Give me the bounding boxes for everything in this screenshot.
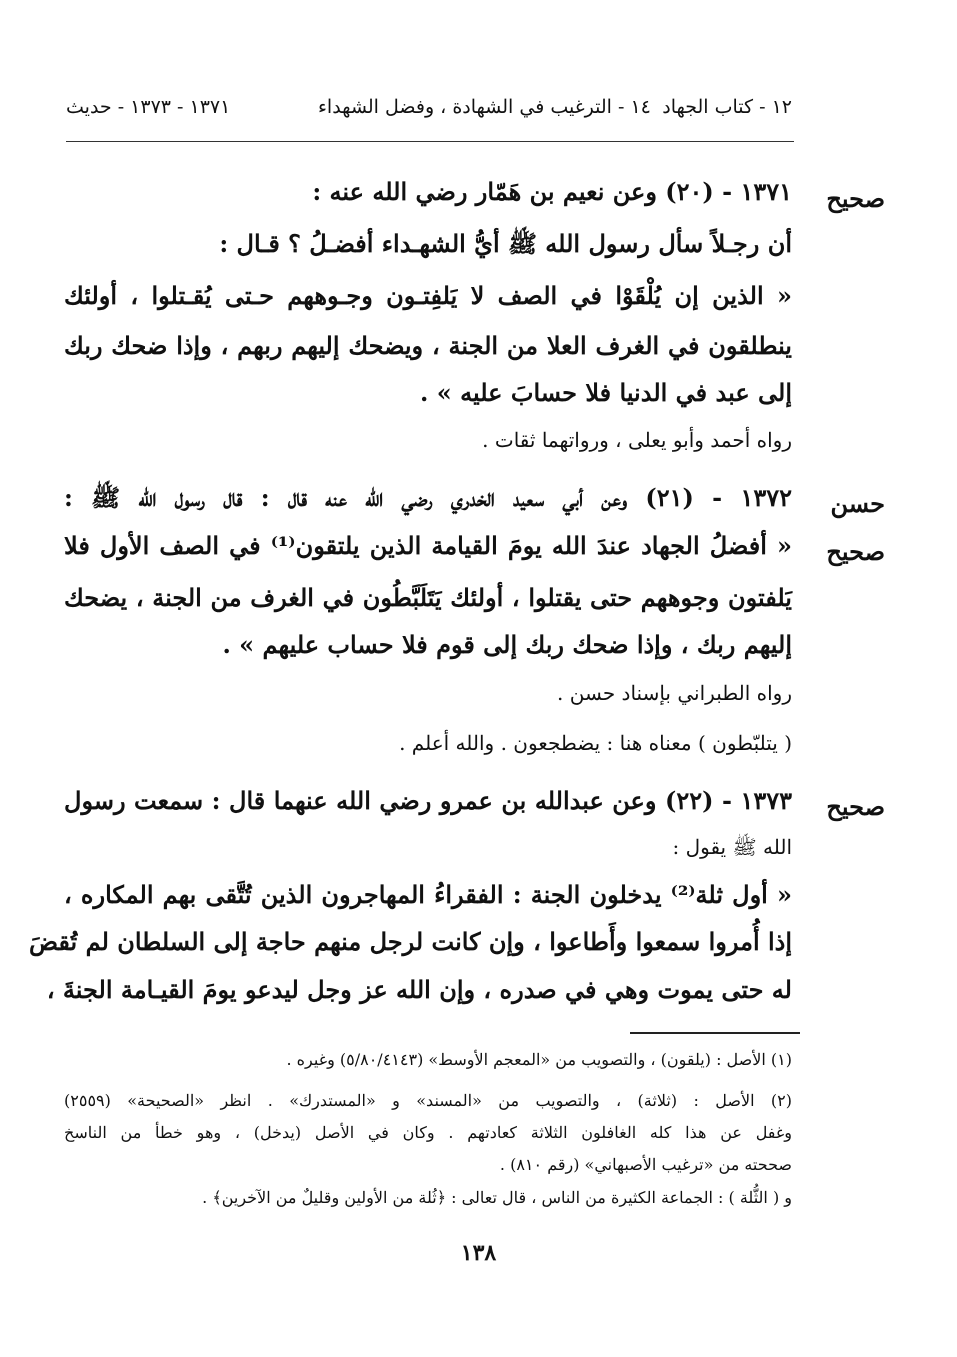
grade-1373: صحيح [826, 792, 885, 821]
hadith-1372-line2: « أفضلُ الجهاد عندَ الله يومَ القيامة الذين يلتقون⁽¹⁾ في الصف الأول فلا [64, 531, 792, 560]
hadith-1373-line3: « أول ثلة⁽²⁾ يدخلون الجنة : الفقراءُ المهاجرون الذين تُتَّقى بهم المكاره ، [64, 880, 793, 909]
footnote-1: (١) الأصل : (يلقون) ، والتصويب من «المعجم الأوسط» (٥/٨٠/٤١٤٣) وغيره . [286, 1050, 792, 1069]
header-hadith-range: ١٣٧١ - ١٣٧٣ - حديث [66, 96, 231, 118]
footnote-2-line1: (٢) الأصل : (ثلاثة) ، والتصويب من «المسند» و «المستدرك» . انظر «الصحيحة» (٢٥٥٩) [64, 1091, 792, 1110]
page-number: ١٣٨ [460, 1240, 497, 1266]
footnote-3: و ( الثُّلة ) : الجماعة الكثيرة من الناس ، قال تعالى : ﴿ثُلة من الأولين وقليلٌ من الآخرين﴾ . [202, 1188, 792, 1207]
hadith-1372-line3: يَلفتون وجوههم حتى يقتلوا ، أولئك يَتَلَبَّطُون في الغرف من الجنة ، يضحك [64, 583, 792, 612]
hadith-1373-line2: الله ﷺ يقول : [672, 835, 792, 859]
header-chapter: ١٤ - الترغيب في الشهادة ، وفضل الشهداء [318, 96, 651, 118]
hadith-1372-line1: ١٣٧٢ - (٢١) وعن أبي سعيد الخدري رضي الله عنه قال : قال رسول الله ﷺ : [64, 483, 792, 512]
grade-1372-sahih: صحيح [826, 537, 885, 566]
footnote-2-line3: صححته من «ترغيب الأصبهاني» (رقم ٨١٠) . [499, 1155, 792, 1174]
header-divider [66, 141, 794, 142]
grade-1371: صحيح [826, 184, 885, 213]
hadith-1371-line2: أن رجـلاً سأل رسول الله ﷺ أيُّ الشهـداء أفضـلُ ؟ قـال : [219, 229, 792, 258]
hadith-1371-line3: « الذين إن يُلْقَوْا في الصف لا يَلفِتـون وجـوههم حـتى يُقـتلوا ، أولئك [64, 281, 792, 310]
hadith-1371-source: رواه أحمد وأبو يعلى ، ورواتهما ثقات . [482, 428, 792, 452]
hadith-1372-line4: إليهم ربك ، وإذا ضحك ربك إلى قوم فلا حساب عليهم » . [222, 630, 792, 659]
hadith-1373-line5: له حتى يموت وهي في صدره ، وإن الله عز وجل ليدعو يومَ القيـامة الجنةَ ، [46, 975, 792, 1004]
hadith-1373-line4: إذا أُمروا سمعوا وأَطاعوا ، وإن كانت لرجل منهم حاجة إلى السلطان لم تُقضَ [29, 927, 792, 956]
footnote-2-line2: وغفل عن هذا كله الغافلون الثلاثة كعادتهم . وكان في الأصل (يدخل) ، وهو خطأ من الناسخ [64, 1123, 792, 1142]
hadith-1373-line1: ١٣٧٣ - (٢٢) وعن عبدالله بن عمرو رضي الله عنهما قال : سمعت رسول [64, 786, 792, 815]
header-book: ١٢ - كتاب الجهاد [662, 96, 792, 118]
hadith-1371-line1: ١٣٧١ - (٢٠) وعن نعيم بن هَمّار رضي الله عنه : [312, 177, 792, 206]
hadith-1371-line4: ينطلقون في الغرف العلا من الجنة ، ويضحك إليهم ربهم ، وإذا ضحك ربك [64, 331, 792, 360]
hadith-1372-note: ( يتلبّطون ) معناه هنا : يضطجعون . والله أعلم . [399, 731, 792, 755]
hadith-1371-line5: إلى عبد في الدنيا فلا حسابَ عليه » . [420, 378, 792, 407]
grade-1372-hasan: حسن [830, 489, 885, 518]
hadith-1372-source: رواه الطبراني بإسناد حسن . [557, 681, 792, 705]
footnote-divider [630, 1032, 800, 1034]
